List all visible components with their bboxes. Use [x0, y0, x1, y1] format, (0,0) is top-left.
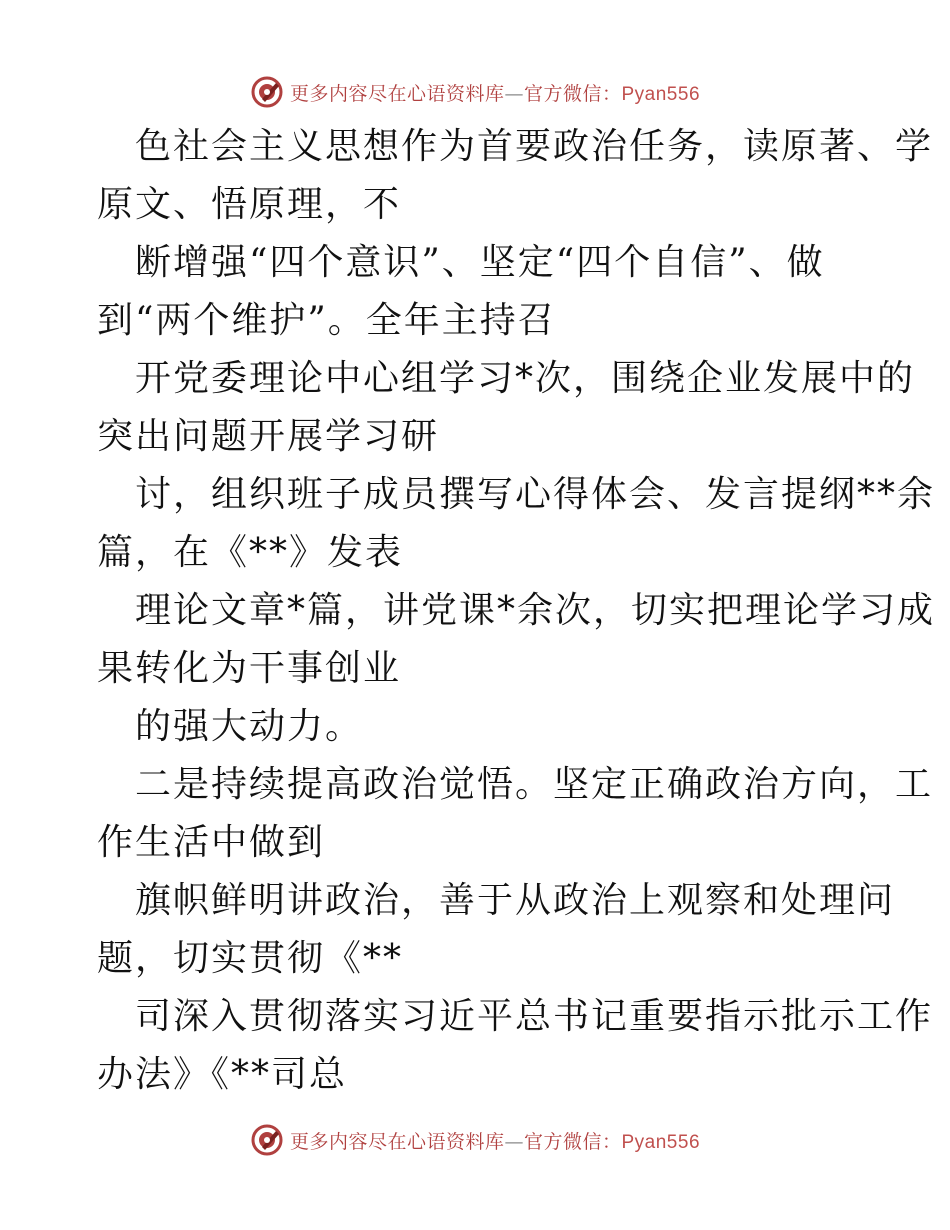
- body-line: 旗帜鲜明讲政治，善于从政治上观察和处理问: [135, 880, 896, 921]
- body-line: 作生活中做到: [97, 822, 326, 863]
- body-line: 篇，在《**》发表: [97, 532, 404, 573]
- body-line: 突出问题开展学习研: [97, 416, 440, 457]
- footer-banner-text: [290, 1127, 700, 1154]
- red-seal-pen-icon: [250, 75, 284, 109]
- header-banner-separator: —: [504, 82, 524, 105]
- body-line: 的强大动力。: [135, 706, 364, 747]
- body-line: 理论文章*篇，讲党课*余次，切实把理论学习成: [135, 590, 936, 631]
- body-line: 断增强“四个意识”、坚定“四个自信”、做: [135, 242, 825, 283]
- body-line: 开党委理论中心组学习*次，围绕企业发展中的: [135, 358, 916, 399]
- header-banner-contact-label: 官方微信：: [523, 82, 622, 105]
- footer-banner-contact-label: 官方微信：: [523, 1130, 622, 1153]
- body-text: [0, 118, 950, 1104]
- footer-banner-contact-value: Pyan556: [621, 1131, 701, 1153]
- body-line: 色社会主义思想作为首要政治任务，读原著、学: [135, 126, 934, 167]
- header-banner-text: [290, 79, 700, 106]
- red-seal-pen-icon: [250, 1123, 284, 1157]
- footer-banner-separator: —: [504, 1130, 524, 1153]
- body-line: 原文、悟原理，不: [97, 184, 402, 225]
- body-line: 到“两个维护”。全年主持召: [97, 300, 556, 341]
- document-body: [0, 118, 950, 1104]
- footer-banner: [0, 1120, 950, 1160]
- body-line: 讨，组织班子成员撰写心得体会、发言提纲**余: [135, 474, 936, 515]
- footer-banner-title: 更多内容尽在心语资料库: [289, 1130, 505, 1153]
- header-banner-contact-value: Pyan556: [621, 83, 701, 105]
- body-line: 办法》《**司总: [97, 1054, 348, 1095]
- body-line: 题，切实贯彻《**: [97, 938, 404, 979]
- header-banner: [0, 72, 950, 112]
- body-line: 二是持续提高政治觉悟。坚定正确政治方向，工: [135, 764, 934, 805]
- header-banner-title: 更多内容尽在心语资料库: [289, 82, 505, 105]
- body-line: 司深入贯彻落实习近平总书记重要指示批示工作: [135, 996, 934, 1037]
- body-line: 果转化为干事创业: [97, 648, 402, 689]
